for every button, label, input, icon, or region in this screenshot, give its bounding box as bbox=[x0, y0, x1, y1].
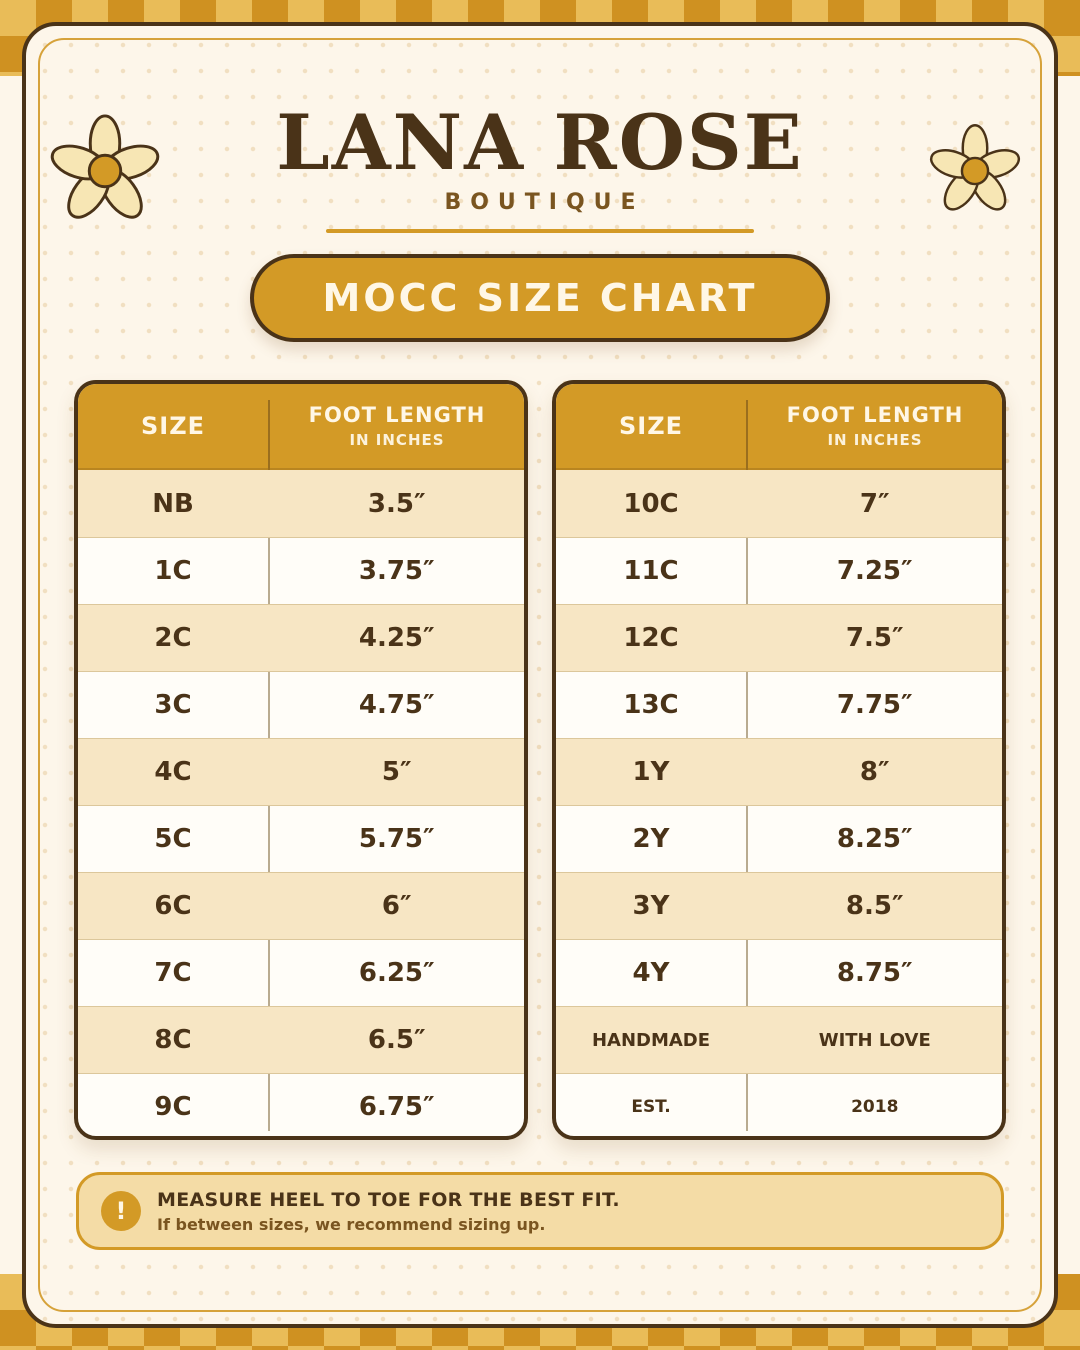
header-size: SIZE bbox=[618, 412, 683, 440]
brand-subtitle: BOUTIQUE bbox=[444, 190, 645, 215]
fit-tip-detail: If between sizes, we recommend sizing up. bbox=[157, 1214, 546, 1234]
foot-length-cell: 2018 bbox=[851, 1096, 899, 1117]
foot-length-cell: 3.5″ bbox=[367, 488, 426, 519]
fit-tip-text bbox=[157, 1189, 620, 1234]
size-cell: HANDMADE bbox=[591, 1029, 711, 1051]
table-row bbox=[78, 805, 524, 872]
table-row bbox=[78, 738, 524, 805]
table-row bbox=[556, 939, 1002, 1006]
table-header bbox=[556, 384, 1002, 470]
size-cell: 8C bbox=[154, 1025, 192, 1055]
size-cell: 2Y bbox=[632, 824, 670, 854]
foot-length-cell: 7.75″ bbox=[836, 690, 913, 720]
foot-length-cell: 7.25″ bbox=[836, 556, 913, 586]
table-row bbox=[556, 671, 1002, 738]
size-cell: 12C bbox=[623, 623, 679, 653]
foot-length-cell: 3.75″ bbox=[358, 556, 435, 586]
table-row bbox=[556, 470, 1002, 537]
table-row bbox=[78, 939, 524, 1006]
table-body bbox=[556, 470, 1002, 1131]
size-cell: 1C bbox=[154, 556, 192, 586]
foot-length-cell: 4.75″ bbox=[358, 690, 435, 720]
foot-length-cell: 7″ bbox=[859, 488, 890, 519]
foot-length-cell: 6.5″ bbox=[367, 1025, 426, 1055]
foot-length-cell: 8.5″ bbox=[845, 891, 904, 921]
size-cell: 6C bbox=[154, 891, 192, 921]
foot-length-cell: 6.75″ bbox=[358, 1091, 435, 1122]
size-cell: 2C bbox=[154, 623, 192, 653]
table-row bbox=[556, 805, 1002, 872]
foot-length-cell: 8.25″ bbox=[836, 824, 913, 854]
foot-length-cell: WITH LOVE bbox=[818, 1029, 931, 1051]
table-row bbox=[78, 604, 524, 671]
size-cell: 4Y bbox=[632, 958, 670, 988]
table-row bbox=[78, 537, 524, 604]
header-unit-label: IN INCHES bbox=[349, 431, 445, 449]
header-foot-length bbox=[270, 384, 524, 468]
foot-length-cell: 6.25″ bbox=[358, 958, 435, 988]
size-cell: 13C bbox=[623, 690, 679, 720]
size-cell: 9C bbox=[154, 1091, 192, 1122]
chart-title-badge bbox=[250, 254, 830, 342]
table-body bbox=[78, 470, 524, 1131]
size-cell: 3Y bbox=[632, 891, 670, 921]
fit-tip-banner bbox=[76, 1172, 1004, 1250]
chart-title: MOCC SIZE CHART bbox=[322, 276, 758, 320]
header-foot-length bbox=[748, 384, 1002, 468]
size-cell: 5C bbox=[154, 824, 192, 854]
size-cell: 4C bbox=[154, 757, 192, 787]
size-cell: 7C bbox=[154, 958, 192, 988]
table-row bbox=[556, 604, 1002, 671]
size-cell: 11C bbox=[623, 556, 679, 586]
table-header bbox=[78, 384, 524, 470]
header-foot-length-label: FOOT LENGTH bbox=[786, 403, 964, 427]
size-cell: 3C bbox=[154, 690, 192, 720]
size-table-left bbox=[74, 380, 528, 1140]
header-foot-length-label: FOOT LENGTH bbox=[308, 403, 486, 427]
title-divider bbox=[326, 229, 754, 233]
foot-length-cell: 8″ bbox=[859, 757, 890, 787]
foot-length-cell: 7.5″ bbox=[845, 623, 904, 653]
table-row bbox=[78, 1006, 524, 1073]
exclamation-icon: ! bbox=[101, 1191, 141, 1231]
foot-length-cell: 4.25″ bbox=[358, 623, 435, 653]
size-cell: NB bbox=[152, 488, 194, 519]
foot-length-cell: 6″ bbox=[381, 891, 412, 921]
table-row bbox=[556, 1006, 1002, 1073]
fit-tip-headline: MEASURE HEEL TO TOE FOR THE BEST FIT. bbox=[157, 1188, 620, 1211]
size-cell: 1Y bbox=[632, 757, 670, 787]
header-size: SIZE bbox=[140, 412, 205, 440]
size-cell: EST. bbox=[631, 1096, 671, 1117]
table-row bbox=[556, 1073, 1002, 1131]
table-row bbox=[556, 537, 1002, 604]
table-row bbox=[556, 872, 1002, 939]
size-table-right bbox=[552, 380, 1006, 1140]
size-cell: 10C bbox=[623, 488, 679, 519]
foot-length-cell: 8.75″ bbox=[836, 958, 913, 988]
table-row bbox=[78, 1073, 524, 1131]
table-row bbox=[556, 738, 1002, 805]
table-row bbox=[78, 470, 524, 537]
table-row bbox=[78, 671, 524, 738]
foot-length-cell: 5.75″ bbox=[358, 824, 435, 854]
foot-length-cell: 5″ bbox=[381, 757, 412, 787]
table-row bbox=[78, 872, 524, 939]
brand-name: LANA ROSE bbox=[276, 98, 804, 187]
header-unit-label: IN INCHES bbox=[827, 431, 923, 449]
